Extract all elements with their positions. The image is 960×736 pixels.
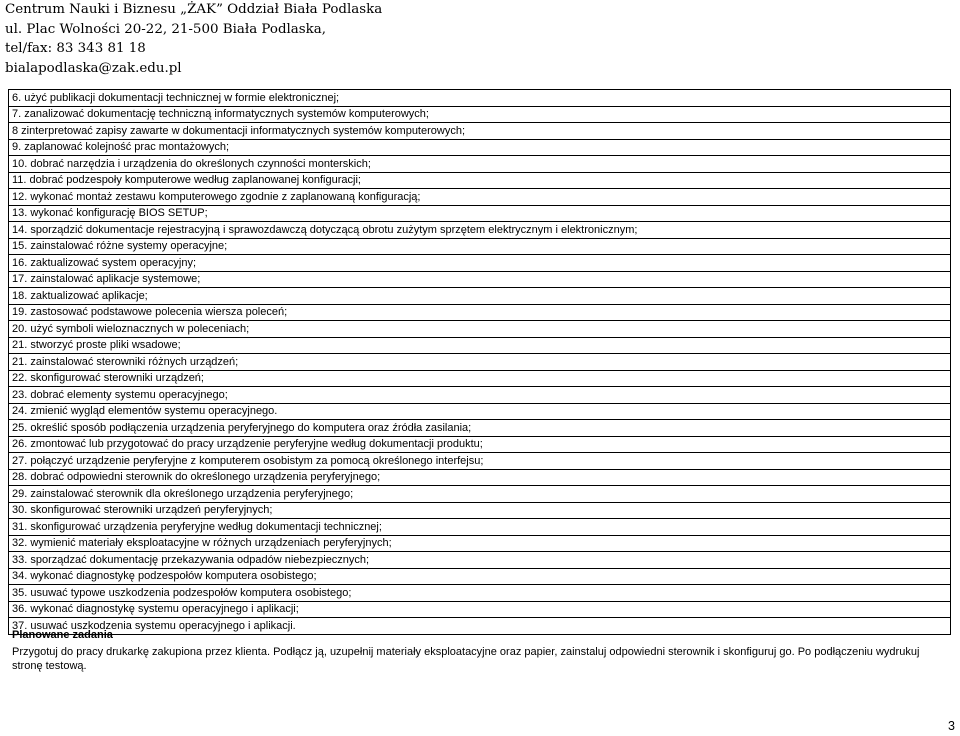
planned-tasks-title: Planowane zadania xyxy=(12,629,113,641)
table-row xyxy=(9,370,951,387)
table-row xyxy=(9,502,951,519)
header-address: ul. Plac Wolności 20-22, 21-500 Biała Podlaska, xyxy=(5,21,327,37)
table-cell-skill: 22. skonfigurować sterowniki urządzeń; xyxy=(9,370,951,387)
table-row xyxy=(9,436,951,453)
table-row xyxy=(9,568,951,585)
table-row xyxy=(9,519,951,536)
table-row xyxy=(9,255,951,272)
skills-table-body xyxy=(9,90,951,635)
table-cell-skill: 19. zastosować podstawowe polecenia wiersza poleceń; xyxy=(9,304,951,321)
table-row xyxy=(9,90,951,107)
table-cell-skill: 29. zainstalować sterownik dla określonego urządzenia peryferyjnego; xyxy=(9,486,951,503)
table-row xyxy=(9,288,951,305)
table-cell-skill: 24. zmienić wygląd elementów systemu operacyjnego. xyxy=(9,403,951,420)
skills-table-container xyxy=(8,89,951,635)
table-row xyxy=(9,271,951,288)
table-cell-skill: 7. zanalizować dokumentację techniczną informatycznych systemów komputerowych; xyxy=(9,106,951,123)
table-row xyxy=(9,535,951,552)
table-cell-skill: 25. określić sposób podłączenia urządzenia peryferyjnego do komputera oraz źródła zasilania; xyxy=(9,420,951,437)
table-row xyxy=(9,189,951,206)
table-cell-skill: 21. stworzyć proste pliki wsadowe; xyxy=(9,337,951,354)
skills-table xyxy=(8,89,951,635)
page-number: 3 xyxy=(948,719,955,733)
table-cell-skill: 26. zmontować lub przygotować do pracy urządzenie peryferyjne według dokumentacji produktu; xyxy=(9,436,951,453)
table-row xyxy=(9,387,951,404)
table-row xyxy=(9,123,951,140)
table-row xyxy=(9,222,951,239)
table-cell-skill: 18. zaktualizować aplikacje; xyxy=(9,288,951,305)
table-cell-skill: 14. sporządzić dokumentacje rejestracyjną i sprawozdawczą dotyczącą obrotu zużytym sprzętem elektrycznym i elektronicznym; xyxy=(9,222,951,239)
table-cell-skill: 8 zinterpretować zapisy zawarte w dokumentacji informatycznych systemów komputerowych; xyxy=(9,123,951,140)
table-row xyxy=(9,106,951,123)
document-header xyxy=(5,0,382,78)
header-organization: Centrum Nauki i Biznesu „ŻAK” Oddział Biała Podlaska xyxy=(5,2,383,17)
table-row xyxy=(9,354,951,371)
table-row xyxy=(9,156,951,173)
table-cell-skill: 13. wykonać konfigurację BIOS SETUP; xyxy=(9,205,951,222)
table-row xyxy=(9,205,951,222)
table-cell-skill: 35. usuwać typowe uszkodzenia podzespołów komputera osobistego; xyxy=(9,585,951,602)
planned-tasks-section xyxy=(12,628,948,674)
table-cell-skill: 9. zaplanować kolejność prac montażowych; xyxy=(9,139,951,156)
table-cell-skill: 16. zaktualizować system operacyjny; xyxy=(9,255,951,272)
table-cell-skill: 15. zainstalować różne systemy operacyjne; xyxy=(9,238,951,255)
table-cell-skill: 31. skonfigurować urządzenia peryferyjne według dokumentacji technicznej; xyxy=(9,519,951,536)
table-cell-skill: 30. skonfigurować sterowniki urządzeń peryferyjnych; xyxy=(9,502,951,519)
table-cell-skill: 27. połączyć urządzenie peryferyjne z komputerem osobistym za pomocą określonego interfejsu; xyxy=(9,453,951,470)
table-row xyxy=(9,321,951,338)
table-row xyxy=(9,552,951,569)
table-cell-skill: 10. dobrać narzędzia i urządzenia do określonych czynności monterskich; xyxy=(9,156,951,173)
table-row xyxy=(9,172,951,189)
table-row xyxy=(9,453,951,470)
table-cell-skill: 37. usuwać uszkodzenia systemu operacyjnego i aplikacji. xyxy=(9,618,951,635)
table-cell-skill: 32. wymienić materiały eksploatacyjne w różnych urządzeniach peryferyjnych; xyxy=(9,535,951,552)
table-cell-skill: 11. dobrać podzespoły komputerowe według zaplanowanej konfiguracji; xyxy=(9,172,951,189)
table-cell-skill: 21. zainstalować sterowniki różnych urządzeń; xyxy=(9,354,951,371)
table-cell-skill: 33. sporządzać dokumentację przekazywania odpadów niebezpiecznych; xyxy=(9,552,951,569)
table-cell-skill: 36. wykonać diagnostykę systemu operacyjnego i aplikacji; xyxy=(9,601,951,618)
table-cell-skill: 28. dobrać odpowiedni sterownik do określonego urządzenia peryferyjnego; xyxy=(9,469,951,486)
table-row xyxy=(9,304,951,321)
table-row xyxy=(9,486,951,503)
table-cell-skill: 34. wykonać diagnostykę podzespołów komputera osobistego; xyxy=(9,568,951,585)
table-row xyxy=(9,337,951,354)
table-row xyxy=(9,238,951,255)
table-row xyxy=(9,585,951,602)
table-cell-skill: 23. dobrać elementy systemu operacyjnego; xyxy=(9,387,951,404)
header-phone: tel/fax: 83 343 81 18 xyxy=(5,41,146,57)
table-row xyxy=(9,601,951,618)
table-row xyxy=(9,403,951,420)
header-email: bialapodlaska@zak.edu.pl xyxy=(5,60,182,76)
table-cell-skill: 20. użyć symboli wieloznacznych w poleceniach; xyxy=(9,321,951,338)
table-row xyxy=(9,139,951,156)
table-cell-skill: 6. użyć publikacji dokumentacji technicznej w formie elektronicznej; xyxy=(9,90,951,107)
planned-tasks-text: Przygotuj do pracy drukarkę zakupiona przez klienta. Podłącz ją, uzupełnij materiały eksploatacyjne oraz papier, zainstaluj odpowiedni sterownik i skonfiguruj go. Po podłączeniu wydrukuj stronę testową. xyxy=(12,645,920,672)
table-row xyxy=(9,420,951,437)
table-cell-skill: 17. zainstalować aplikacje systemowe; xyxy=(9,271,951,288)
table-row xyxy=(9,469,951,486)
table-cell-skill: 12. wykonać montaż zestawu komputerowego zgodnie z zaplanowaną konfiguracją; xyxy=(9,189,951,206)
